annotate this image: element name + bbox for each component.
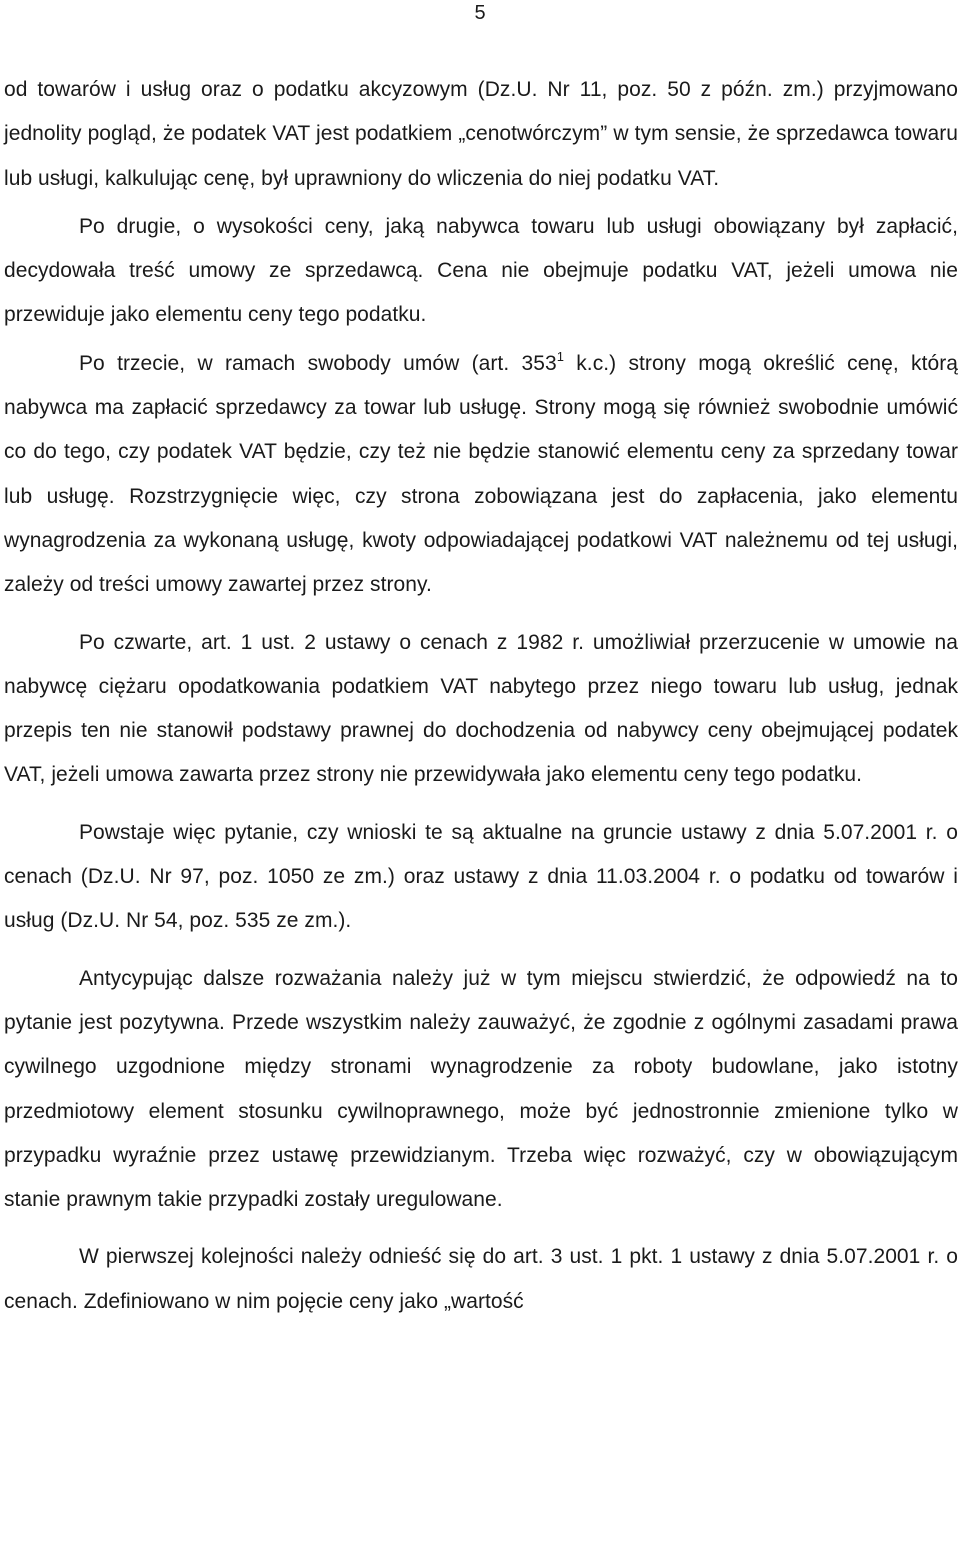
paragraph-7: W pierwszej kolejności należy odnieść się do art. 3 ust. 1 pkt. 1 ustawy z dnia 5.07.2001 r. o cenach. Zdefiniowano w nim pojęcie ceny jako „wartość [4,1245,958,1313]
paragraph-5: Powstaje więc pytanie, czy wnioski te są aktualne na gruncie ustawy z dnia 5.07.2001 r. o cenach (Dz.U. Nr 97, poz. 1050 ze zm.) oraz ustawy z dnia 11.03.2004 r. o podatku od towarów i usług (Dz.U. Nr 54, poz. 535 ze zm.). [4,820,958,933]
paragraph-3-text-start: Po trzecie, w ramach swobody umów (art. 353 [79,351,557,375]
paragraph-3-text-end: k.c.) strony mogą określić cenę, którą nabywca ma zapłacić sprzedawcy za towar lub usługę. Strony mogą się również swobodnie umówić co do tego, czy podatek VAT będzie, czy też nie będzie stanowić elementu ceny za sprzedany towar lub usługę. Rozstrzygnięcie więc, czy strona zobowiązana jest do zapłacenia, jako elementu wynagrodzenia za wykonaną usługę, kwoty odpowiadającej podatkowi VAT należnemu od tej usługi, zależy od treści umowy zawartej przez strony. [4,351,958,597]
superscript: 1 [556,348,564,364]
paragraph-1: od towarów i usług oraz o podatku akcyzowym (Dz.U. Nr 11, poz. 50 z późn. zm.) przyjmowano jednolity pogląd, że podatek VAT jest podatkiem „cenotwórczym” w tym sensie, że sprzedawca towaru lub usługi, kalkulując cenę, był uprawniony do wliczenia do niej podatku VAT. [4,78,958,190]
page-number: 5 [474,2,486,24]
document-body [4,68,958,1324]
paragraph-3 [4,342,958,608]
paragraph-2: Po drugie, o wysokości ceny, jaką nabywca towaru lub usługi obowiązany był zapłacić, decydowała treść umowy ze sprzedawcą. Cena nie obejmuje podatku VAT, jeżeli umowa nie przewiduje jako elementu ceny tego podatku. [4,214,958,327]
paragraph-4: Po czwarte, art. 1 ust. 2 ustawy o cenach z 1982 r. umożliwiał przerzucenie w umowie na nabywcę ciężaru opodatkowania podatkiem VAT nabytego przez niego towaru lub usług, jednak przepis ten nie stanowił podstawy prawnej do dochodzenia od nabywcy ceny obejmującej podatek VAT, jeżeli umowa zawarta przez strony nie przewidywała jako elementu ceny tego podatku. [4,630,958,787]
paragraph-6: Antycypując dalsze rozważania należy już w tym miejscu stwierdzić, że odpowiedź na to pytanie jest pozytywna. Przede wszystkim należy zauważyć, że zgodnie z ogólnymi zasadami prawa cywilnego uzgodnione między stronami wynagrodzenie za roboty budowlane, jako istotny przedmiotowy element stosunku cywilnoprawnego, może być jednostronnie zmienione tylko w przypadku wyraźnie przez ustawę przewidzianym. Trzeba więc rozważyć, czy w obowiązującym stanie prawnym takie przypadki zostały uregulowane. [4,966,958,1212]
